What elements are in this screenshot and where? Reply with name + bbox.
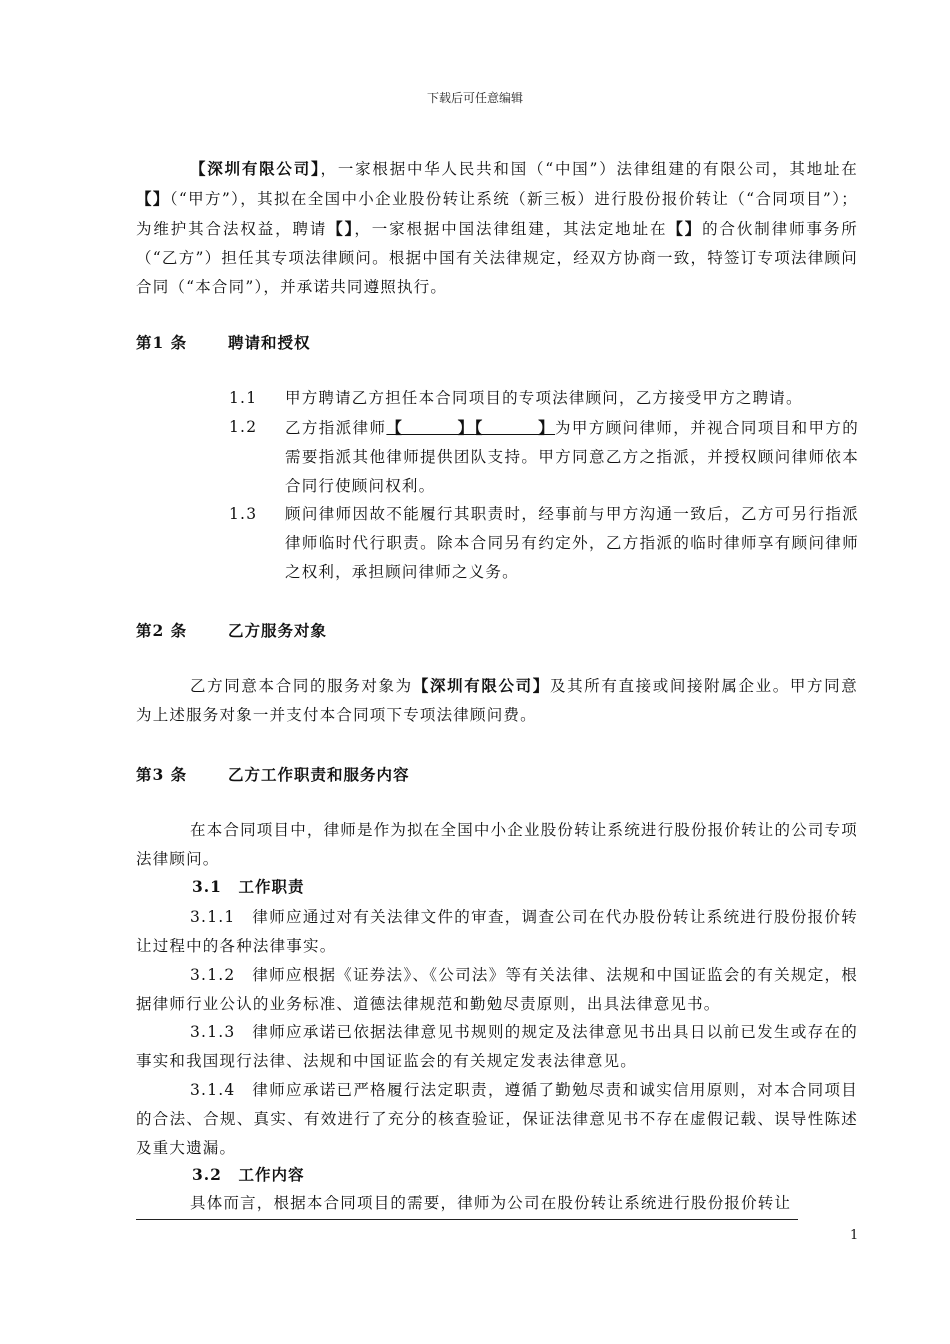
article-1-number: 第1 条 xyxy=(136,333,188,352)
clause-3-1-1 xyxy=(136,903,858,961)
clause-number: 3.1.2 xyxy=(190,966,236,984)
intro-text-4: 的合伙制律师事务所（“乙方”）担任其专项法律顾问。根据中国有关法律规定，经双方协商一致，特签订专项法律顾问合同（“本合同”），并承诺共同遵照执行。 xyxy=(136,220,858,296)
clause-text: 顾问律师因故不能履行其职责时，经事前与甲方沟通一致后，乙方可另行指派律师临时代行职责。除本合同另有约定外，乙方指派的临时律师享有顾问律师之权利，承担顾问律师之义务。 xyxy=(285,505,859,581)
clause-number: 1.1 xyxy=(229,389,258,407)
clause-text xyxy=(285,413,859,501)
clause-number: 1.3 xyxy=(229,505,258,523)
intro-company: 【深圳有限公司】 xyxy=(190,159,321,178)
lawyer-name-blank-1: 【 】 xyxy=(386,418,475,437)
subsection-3-2-heading: 3.2 工作内容 xyxy=(192,1165,305,1184)
article-3-title: 乙方工作职责和服务内容 xyxy=(228,765,410,784)
intro-bracket-b: 【】 xyxy=(327,219,355,238)
clause-number: 3.1.1 xyxy=(190,908,236,926)
clause-text: 甲方聘请乙方担任本合同项目的专项法律顾问，乙方接受甲方之聘请。 xyxy=(285,389,803,407)
clause-3-1-2 xyxy=(136,961,858,1019)
clause-text-pre: 乙方指派律师 xyxy=(285,419,387,437)
clause-text: 律师应通过对有关法律文件的审查，调查公司在代办股份转让系统进行股份报价转让过程中的各种法律事实。 xyxy=(136,908,858,955)
header-note: 下载后可任意编辑 xyxy=(426,91,523,105)
clause-3-1-3 xyxy=(136,1018,858,1076)
clause-number: 3.1.3 xyxy=(190,1023,236,1041)
clause-number: 3.1.4 xyxy=(190,1081,236,1099)
subsection-3-1-heading: 3.1 工作职责 xyxy=(192,877,305,896)
clause-text-post: 为甲方顾问律师，并视合同项目和甲方的需要指派其他律师提供团队支持。甲方同意乙方之指派，并授权顾问律师依本合同行使顾问权利。 xyxy=(285,419,859,495)
footer-divider xyxy=(136,1219,798,1220)
article-3-number: 第3 条 xyxy=(136,765,188,784)
article-2-paragraph xyxy=(136,671,858,730)
article-1-heading xyxy=(136,331,311,353)
intro-text-2: （“甲方”），其拟在全国中小企业股份转让系统（新三板）进行股份报价转让（“合同项目”）；为维护其合法权益，聘请 xyxy=(136,190,859,238)
page-number: 1 xyxy=(850,1228,859,1243)
article-3-heading xyxy=(136,763,410,785)
intro-bracket-c: 【】 xyxy=(667,219,703,238)
clause-text: 律师应根据《证券法》、《公司法》等有关法律、法规和中国证监会的有关规定，根据律师行业公认的业务标准、道德法律规范和勤勉尽责原则，出具法律意见书。 xyxy=(136,966,859,1013)
intro-paragraph xyxy=(136,154,858,302)
article-1-title: 聘请和授权 xyxy=(228,333,311,352)
article-2-title: 乙方服务对象 xyxy=(228,621,328,640)
article-2-company: 【深圳有限公司】 xyxy=(412,676,550,695)
intro-text-1: ，一家根据中华人民共和国（“中国”）法律组建的有限公司，其地址在 xyxy=(320,160,858,178)
article-3-intro: 在本合同项目中，律师是作为拟在全国中小企业股份转让系统进行股份报价转让的公司专项法律顾问。 xyxy=(136,821,859,868)
intro-bracket-a: 【】 xyxy=(136,189,170,208)
clause-text: 律师应承诺已依据法律意见书规则的规定及法律意见书出具日以前已发生或存在的事实和我国现行法律、法规和中国证监会的有关规定发表法律意见。 xyxy=(136,1023,858,1070)
article-2-text-post: 及其所有直接或间接附属企业。甲方同意为上述服务对象一并支付本合同项下专项法律顾问费。 xyxy=(136,677,858,724)
clause-text: 律师应承诺已严格履行法定职责，遵循了勤勉尽责和诚实信用原则，对本合同项目的合法、合规、真实、有效进行了充分的核查验证，保证法律意见书不存在虚假记载、误导性陈述及重大遗漏。 xyxy=(136,1081,858,1157)
clause-3-1-4 xyxy=(136,1076,858,1163)
clause-number: 1.2 xyxy=(229,418,258,436)
lawyer-name-blank-2: 【 】 xyxy=(474,418,555,437)
article-2-number: 第2 条 xyxy=(136,621,188,640)
article-2-heading xyxy=(136,619,327,641)
intro-text-3: ，一家根据中国法律组建，其法定地址在 xyxy=(354,220,668,238)
article-2-text-pre: 乙方同意本合同的服务对象为 xyxy=(190,677,413,695)
subsection-3-2-content: 具体而言，根据本合同项目的需要，律师为公司在股份转让系统进行股份报价转让 xyxy=(190,1194,792,1212)
